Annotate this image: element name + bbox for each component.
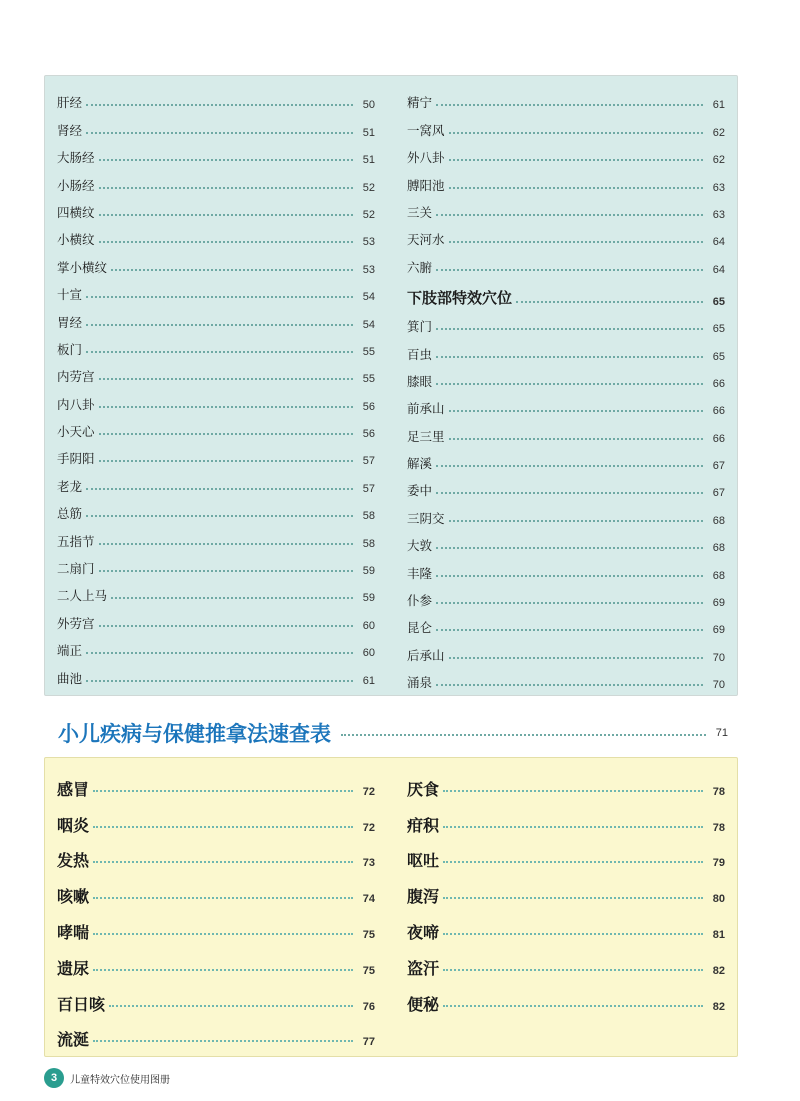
toc-entry-name: 精宁 [407,95,433,111]
toc-entry-name: 前承山 [407,401,445,417]
toc-page-number: 63 [712,208,725,221]
toc-entry[interactable] [407,609,725,636]
toc-page-number: 77 [362,1036,375,1049]
toc-section-title: 下肢部特效穴位 [407,288,513,307]
leader-dots [86,324,353,326]
leader-dots [449,132,703,134]
toc-entry[interactable] [57,495,375,522]
toc-entry-name: 十宣 [57,287,83,303]
leader-dots [99,378,353,380]
toc-entry[interactable] [57,248,375,275]
toc-entry-name: 委中 [407,483,433,499]
toc-entry-name: 百日咳 [57,994,106,1014]
toc-page-number: 64 [712,263,725,276]
leader-dots [99,406,353,408]
toc-entry[interactable] [407,499,725,526]
toc-page-number: 80 [712,893,725,906]
toc-page-number: 64 [712,236,725,249]
toc-entry[interactable] [407,111,725,138]
toc-page-number: 60 [362,647,375,660]
toc-entry[interactable] [407,664,725,691]
toc-page-number: 54 [362,318,375,331]
toc-entry-name: 膝眼 [407,373,433,389]
toc-left-column [57,84,375,687]
toc-page-number: 68 [712,514,725,527]
page-number-badge: 3 [44,1068,64,1088]
leader-dots [86,296,353,298]
toc-page-number: 70 [712,679,725,692]
leader-dots [436,684,703,686]
leader-dots [436,269,703,271]
leader-dots [449,438,703,440]
leader-dots [436,328,703,330]
toc-entry[interactable] [407,335,725,362]
toc-entry-name: 大肠经 [57,150,95,166]
leader-dots [111,597,353,599]
toc-page-number: 61 [362,674,375,687]
toc-right-column [407,84,725,691]
toc-entry[interactable] [57,440,375,467]
leader-dots [99,159,353,161]
toc-entry-name: 便秘 [407,994,440,1014]
toc-entry-name: 小天心 [57,424,95,440]
toc-page-number: 51 [362,126,375,139]
toc-entry[interactable] [57,276,375,303]
leader-dots [86,104,353,106]
toc-page-number: 52 [362,181,375,194]
disease-entry[interactable] [407,943,725,979]
toc-entry-name: 总筋 [57,506,83,522]
leader-dots [99,625,353,627]
toc-page-number: 51 [362,154,375,167]
leader-dots [436,356,703,358]
leader-dots [86,515,353,517]
toc-page-number: 56 [362,400,375,413]
toc-page-number: 75 [362,964,375,977]
toc-page-number: 66 [712,405,725,418]
disease-entry[interactable] [57,764,375,800]
leader-dots [93,861,353,863]
toc-entry[interactable] [57,84,375,111]
leader-dots [93,897,353,899]
toc-page-number: 67 [712,460,725,473]
quick-table-heading[interactable] [58,718,728,748]
toc-entry[interactable] [407,248,725,275]
disease-entry[interactable] [407,907,725,943]
toc-page-number: 69 [712,597,725,610]
toc-entry[interactable] [57,577,375,604]
toc-page-number: 72 [362,785,375,798]
toc-entry-name: 六腑 [407,259,433,275]
toc-page-number: 67 [712,487,725,500]
toc-entry-name: 涌泉 [407,675,433,691]
toc-page-number: 58 [362,510,375,523]
toc-page-number: 72 [362,821,375,834]
disease-entry[interactable] [57,836,375,872]
leader-dots [86,680,353,682]
leader-dots [449,657,703,659]
toc-entry-name: 仆参 [407,593,433,609]
toc-entry-name: 五指节 [57,533,95,549]
disease-entry[interactable] [407,764,725,800]
leader-dots [111,269,353,271]
toc-entry[interactable] [57,139,375,166]
leader-dots [93,790,353,792]
toc-page-number: 66 [712,377,725,390]
acupoint-toc-panel [44,75,738,696]
toc-page-number: 81 [712,928,725,941]
leader-dots [443,933,703,935]
toc-entry-name: 膊阳池 [407,177,445,193]
leader-dots [341,734,706,736]
toc-page-number: 59 [362,565,375,578]
leader-dots [436,547,703,549]
toc-entry-name: 流涎 [57,1030,90,1050]
leader-dots [86,488,353,490]
leader-dots [436,383,703,385]
toc-entry-name: 老龙 [57,478,83,494]
toc-section-lower-limb[interactable] [407,276,725,308]
quick-table-page: 71 [715,727,728,739]
toc-page-number: 55 [362,373,375,386]
toc-entry[interactable] [407,582,725,609]
leader-dots [443,826,703,828]
toc-entry[interactable] [407,166,725,193]
toc-entry-name: 厌食 [407,779,440,799]
disease-entry[interactable] [57,800,375,836]
toc-entry[interactable] [57,632,375,659]
toc-entry[interactable] [57,413,375,440]
toc-page-number: 79 [712,857,725,870]
leader-dots [436,214,703,216]
toc-entry-name: 外八卦 [407,150,445,166]
toc-page-number: 54 [362,291,375,304]
toc-page-number: 75 [362,928,375,941]
toc-entry[interactable] [407,636,725,663]
toc-page-number: 52 [362,208,375,221]
toc-entry-name: 昆仑 [407,620,433,636]
page-footer [44,1068,170,1088]
toc-page-number: 78 [712,785,725,798]
toc-page-number: 62 [712,126,725,139]
toc-entry[interactable] [407,84,725,111]
toc-entry[interactable] [57,604,375,631]
toc-entry-name: 发热 [57,851,90,871]
toc-page-number: 53 [362,263,375,276]
leader-dots [99,241,353,243]
disease-entry[interactable] [57,871,375,907]
toc-entry-name: 端正 [57,643,83,659]
toc-entry-name: 腹泻 [407,887,440,907]
toc-page-number: 61 [712,99,725,112]
toc-entry[interactable] [57,194,375,221]
leader-dots [99,543,353,545]
toc-entry-name: 咽炎 [57,815,90,835]
toc-page-number: 69 [712,624,725,637]
toc-entry-name: 遗尿 [57,958,90,978]
toc-page-number: 76 [362,1000,375,1013]
toc-page-number: 58 [362,537,375,550]
toc-entry-name: 二扇门 [57,561,95,577]
toc-entry-name: 哮喘 [57,922,90,942]
toc-entry-name: 箕门 [407,319,433,335]
toc-entry[interactable] [57,221,375,248]
leader-dots [86,652,353,654]
toc-entry-name: 三关 [407,204,433,220]
toc-entry-name: 后承山 [407,647,445,663]
toc-page-number: 73 [362,857,375,870]
toc-entry-name: 肝经 [57,95,83,111]
toc-entry-name: 咳嗽 [57,887,90,907]
toc-entry[interactable] [407,221,725,248]
leader-dots [443,790,703,792]
toc-entry[interactable] [57,385,375,412]
toc-page-number: 70 [712,651,725,664]
toc-entry-name: 丰隆 [407,565,433,581]
toc-page-number: 57 [362,455,375,468]
disease-right-column [407,764,725,1015]
leader-dots [436,629,703,631]
toc-page-number: 82 [712,1000,725,1013]
toc-entry-name: 天河水 [407,232,445,248]
disease-entry[interactable] [407,871,725,907]
disease-entry[interactable] [57,943,375,979]
toc-page-number: 56 [362,428,375,441]
leader-dots [436,602,703,604]
disease-entry[interactable] [407,800,725,836]
toc-entry-name: 夜啼 [407,922,440,942]
leader-dots [99,460,353,462]
toc-page-number: 65 [712,323,725,336]
leader-dots [449,241,703,243]
disease-entry[interactable] [407,836,725,872]
toc-entry-name: 手阴阳 [57,451,95,467]
leader-dots [449,187,703,189]
leader-dots [436,575,703,577]
toc-page-number: 62 [712,154,725,167]
toc-entry[interactable] [407,554,725,581]
toc-entry[interactable] [57,550,375,577]
toc-page-number: 50 [362,99,375,112]
toc-entry-name: 胃经 [57,314,83,330]
toc-entry[interactable] [407,139,725,166]
toc-entry-name: 二人上马 [57,588,108,604]
leader-dots [109,1005,353,1007]
leader-dots [443,969,703,971]
disease-entry[interactable] [57,1015,375,1051]
toc-entry-name: 小横纹 [57,232,95,248]
toc-page-number: 65 [712,295,725,308]
toc-entry[interactable] [57,358,375,385]
toc-entry[interactable] [57,303,375,330]
leader-dots [86,132,353,134]
toc-entry-name: 板门 [57,341,83,357]
leader-dots [443,861,703,863]
leader-dots [93,933,353,935]
leader-dots [443,897,703,899]
toc-entry-name: 大敦 [407,538,433,554]
toc-page-number: 57 [362,482,375,495]
leader-dots [93,826,353,828]
toc-entry-name: 足三里 [407,428,445,444]
disease-toc-panel [44,757,738,1057]
toc-entry[interactable] [57,467,375,494]
leader-dots [449,520,703,522]
leader-dots [516,301,703,303]
disease-entry[interactable] [57,979,375,1015]
leader-dots [99,433,353,435]
toc-entry-name: 三阴交 [407,510,445,526]
toc-entry-name: 内劳宫 [57,369,95,385]
toc-entry-name: 外劳宫 [57,615,95,631]
toc-page-number: 55 [362,345,375,358]
leader-dots [449,159,703,161]
toc-entry-name: 百虫 [407,346,433,362]
toc-entry-name: 四横纹 [57,204,95,220]
quick-table-title: 小儿疾病与保健推拿法速查表 [58,721,331,746]
leader-dots [449,410,703,412]
toc-entry[interactable] [407,445,725,472]
toc-entry-name: 掌小横纹 [57,259,108,275]
toc-entry-name: 小肠经 [57,177,95,193]
toc-page-number: 82 [712,964,725,977]
toc-page-number: 68 [712,569,725,582]
toc-entry[interactable] [407,527,725,554]
leader-dots [436,492,703,494]
toc-entry-name: 呕吐 [407,851,440,871]
toc-entry[interactable] [407,390,725,417]
toc-entry[interactable] [407,194,725,221]
toc-entry-name: 疳积 [407,815,440,835]
disease-entry[interactable] [407,979,725,1015]
toc-page-number: 65 [712,350,725,363]
toc-entry-name: 曲池 [57,670,83,686]
toc-entry-name: 解溪 [407,456,433,472]
book-title: 儿童特效穴位使用图册 [70,1074,170,1086]
toc-entry[interactable] [57,111,375,138]
toc-entry[interactable] [57,166,375,193]
toc-page-number: 68 [712,542,725,555]
toc-entry[interactable] [57,331,375,358]
leader-dots [443,1005,703,1007]
toc-entry[interactable] [407,472,725,499]
toc-page-number: 53 [362,236,375,249]
toc-entry-name: 内八卦 [57,396,95,412]
leader-dots [436,465,703,467]
toc-entry[interactable] [57,659,375,686]
leader-dots [436,104,703,106]
leader-dots [93,1040,353,1042]
disease-left-column [57,764,375,1050]
toc-page-number: 78 [712,821,725,834]
toc-page-number: 66 [712,432,725,445]
toc-entry-name: 盗汗 [407,958,440,978]
toc-entry[interactable] [407,417,725,444]
toc-entry[interactable] [407,363,725,390]
leader-dots [99,187,353,189]
toc-entry[interactable] [57,522,375,549]
toc-entry-name: 感冒 [57,779,90,799]
toc-entry[interactable] [407,308,725,335]
disease-entry[interactable] [57,907,375,943]
toc-page-number: 63 [712,181,725,194]
toc-page-number: 59 [362,592,375,605]
toc-entry-name: 一窝风 [407,122,445,138]
leader-dots [99,214,353,216]
toc-entry-name: 肾经 [57,122,83,138]
leader-dots [99,570,353,572]
toc-page-number: 60 [362,619,375,632]
leader-dots [93,969,353,971]
leader-dots [86,351,353,353]
toc-page-number: 74 [362,893,375,906]
